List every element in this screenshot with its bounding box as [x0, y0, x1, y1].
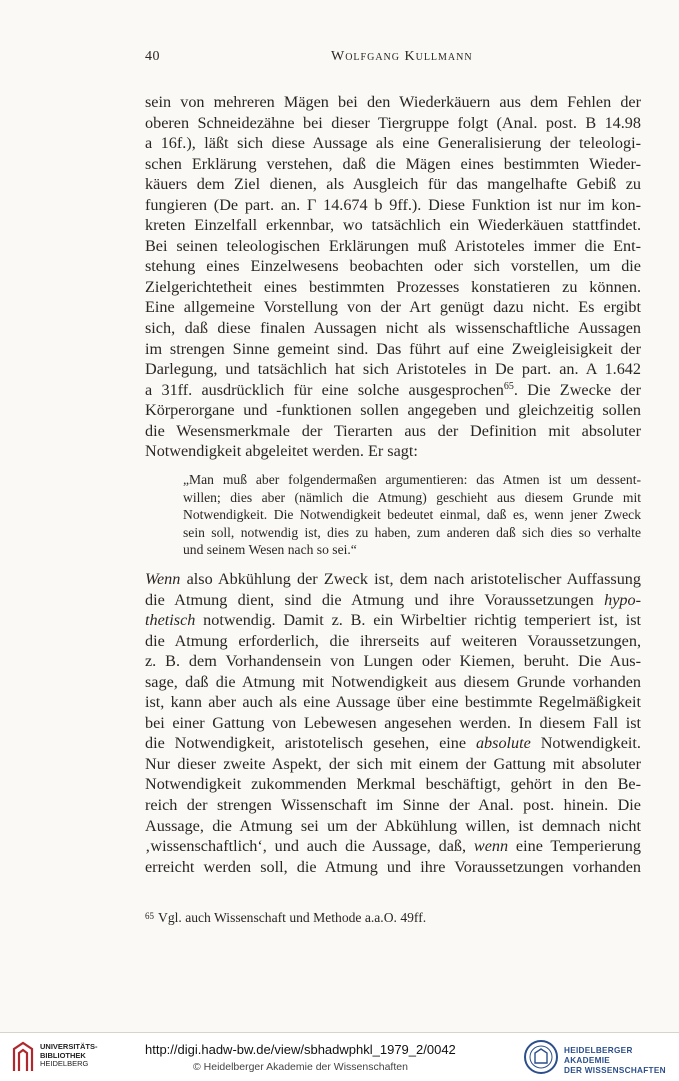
- text-line: im strengen Sinne gemeint sind. Das führt auf eine Zweigleisigkeit der: [145, 339, 641, 358]
- text-line: Darlegung, und tatsächlich hat sich Aristoteles in De part. an. A 1.642: [145, 360, 641, 379]
- text-line: sein von mehreren Mägen bei den Wiederkäuern aus dem Fehlen der: [145, 93, 641, 111]
- text-line: [145, 610, 641, 631]
- text-line: z. B. dem Vorhandensein von Lungen oder Kiemen, beruht. Die Aus-: [145, 652, 641, 671]
- text-line: die Wesensmerkmale der Tierarten aus der Definition mit absoluter: [145, 421, 641, 440]
- viewer-footer: [0, 1032, 679, 1081]
- text-line: Eine allgemeine Vorstellung von der Art genügt dazu nicht. Es ergibt: [145, 298, 641, 317]
- text-line: stehung eines Einzelwesens beobachten oder sich vorstellen, um die: [145, 257, 641, 276]
- footnote-text: Vgl. auch Wissenschaft und Methode a.a.O. 49ff.: [158, 910, 427, 925]
- text-line: die Atmung erforderlich, die ihrerseits auf weiteren Voraussetzungen,: [145, 631, 641, 650]
- emphasis: absolute: [475, 734, 531, 753]
- text-line: kreten Einzelfall erkennbar, wo tatsächlich ein Wiederkäuen stattfindet.: [145, 216, 641, 235]
- text-line: Notwendigkeit zukommenden Merkmal beschäftigt, gehört in den Be-: [145, 775, 641, 794]
- academy-name: [564, 1046, 679, 1076]
- footnote-reference[interactable]: 65: [503, 380, 514, 392]
- library-line: HEIDELBERG: [40, 1059, 89, 1069]
- copyright-notice: © Heidelberger Akademie der Wissenschaften: [193, 1061, 408, 1073]
- text-line: ist, kann aber auch als eine Aussage über eine bestimmte Regelmäßigkeit: [145, 693, 641, 712]
- quote-line: Notwendigkeit. Die Notwendigkeit bedeutet einmal, daß es, wenn jener Zweck: [183, 507, 641, 523]
- quote-line: willen; dies aber (nämlich die Atmung) geschieht aus diesem Grunde mit: [183, 489, 641, 505]
- academy-seal-icon: [523, 1039, 559, 1075]
- text-segment: . Die Zwecke der: [513, 380, 641, 399]
- text-line: [145, 836, 641, 857]
- block-quote: [183, 471, 641, 559]
- text-line: oberen Schneidezähne bei dieser Tiergruppe folgt (Anal. post. B 14.98: [145, 113, 641, 132]
- text-line-with-footnote: [145, 380, 641, 401]
- text-line: käuers dem Ziel dienen, als Ausgleich für das mangelhafte Gebiß zu: [145, 175, 641, 194]
- text-line: [145, 733, 641, 754]
- text-segment: Notwendigkeit.: [530, 734, 641, 753]
- text-line: Bei seinen teleologischen Erklärungen muß Aristoteles immer die Ent-: [145, 236, 641, 255]
- running-head-author: Wolfgang Kullmann: [331, 49, 473, 64]
- text-segment: notwendig. Damit z. B. ein Wirbeltier richtig temperiert ist, ist: [195, 611, 641, 630]
- footnote-number: 65: [145, 911, 154, 921]
- text-line: Körperorgane und -funktionen sollen angegeben und gleichzeitig sollen: [145, 401, 641, 420]
- emphasis: thetisch: [145, 611, 196, 630]
- page-number: 40: [145, 49, 160, 64]
- text-line: reich der strengen Wissenschaft im Sinne der Anal. post. hinein. Die: [145, 796, 641, 815]
- text-line: [145, 590, 641, 611]
- text-line: sich, daß diese finalen Aussagen nicht als wissenschaftliche Aussagen: [145, 319, 641, 338]
- emphasis: hypo-: [604, 590, 641, 609]
- footnote: [145, 907, 641, 927]
- paragraph-1: [145, 92, 641, 462]
- text-segment: die Atmung dient, sind die Atmung und ihre Voraussetzungen: [145, 590, 605, 609]
- running-head: [145, 49, 615, 69]
- text-line: Nur dieser zweite Aspekt, der sich mit einem der Gattung mit absoluter: [145, 754, 641, 773]
- text-line: schen Erklärung verstehen, daß die Mägen eines bestimmten Wieder-: [145, 154, 641, 173]
- text-line: Notwendigkeit abgeleitet werden. Er sagt:: [145, 442, 418, 461]
- library-line: UNIVERSITÄTS-: [40, 1042, 98, 1051]
- quote-line: und seinem Wesen nach so sei.“: [183, 542, 357, 558]
- paragraph-2: [145, 569, 641, 877]
- text-line: fungieren (De part. an. Γ 14.674 b 9ff.). Diese Funktion ist nur im kon-: [145, 195, 641, 214]
- document-url-link[interactable]: http://digi.hadw-bw.de/view/sbhadwphkl_1979_2/0042: [145, 1042, 456, 1057]
- quote-line: „Man muß aber folgendermaßen argumentieren: das Atmen ist um dessent-: [183, 472, 641, 487]
- text-line: Zielgerichtetheit eines bestimmten Prozesses konstatieren zu können.: [145, 277, 641, 296]
- academy-line: DER WISSENSCHAFTEN: [564, 1066, 666, 1075]
- text-line: a 16f.), läßt sich diese Aussage als eine Generalisierung der teleologi-: [145, 134, 641, 153]
- text-line: Aussage, die Atmung sei um der Abkühlung willen, ist demnach nicht: [145, 816, 641, 835]
- text-segment: ‚wissenschaftlich‘, und auch die Aussage, daß,: [145, 837, 474, 856]
- emphasis: Wenn: [145, 570, 181, 588]
- text-line: sage, daß die Atmung mit Notwendigkeit aus diesem Grunde vorhanden: [145, 672, 641, 691]
- text-segment: eine Temperierung: [508, 837, 641, 856]
- text-line: bei einer Gattung von Lebewesen angesehen werden. In diesem Fall ist: [145, 713, 641, 732]
- academy-line: HEIDELBERGER AKADEMIE: [564, 1046, 633, 1065]
- emphasis: wenn: [473, 837, 509, 856]
- text-segment: also Abkühlung der Zweck ist, dem nach aristotelischer Auffassung: [180, 570, 641, 588]
- quote-line: sein soll, notwendig ist, dies zu haben, zum anderen daß sich dies so verhalte: [183, 524, 641, 540]
- text-segment: die Notwendigkeit, aristotelisch gesehen, eine: [145, 734, 476, 753]
- university-library-name: [40, 1043, 98, 1069]
- text-line: erreicht werden soll, die Atmung und ihre Voraussetzungen vorhanden: [145, 857, 641, 876]
- text-segment: a 31ff. ausdrücklich für eine solche ausgesprochen: [145, 380, 504, 399]
- text-line: [145, 569, 641, 590]
- library-line: BIBLIOTHEK: [40, 1050, 86, 1060]
- university-library-logo-icon: [10, 1041, 36, 1073]
